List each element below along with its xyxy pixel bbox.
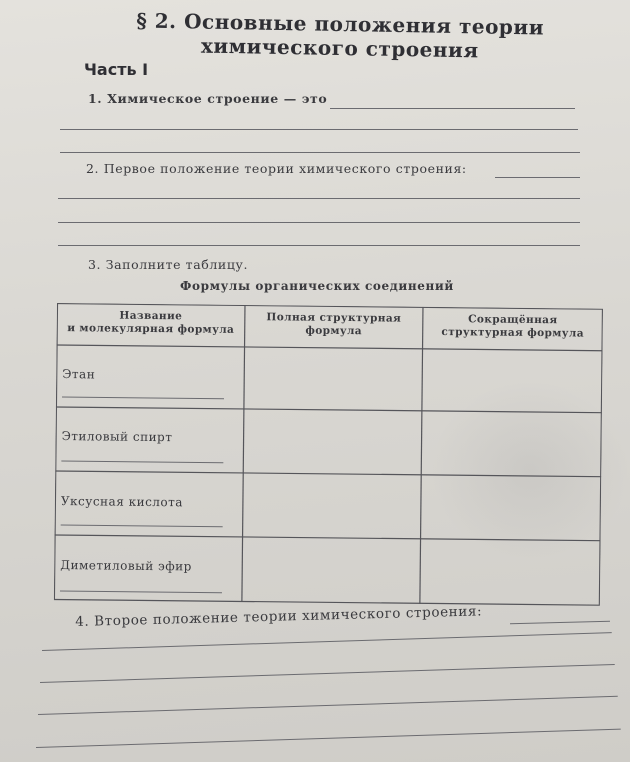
answer-line[interactable] — [60, 129, 578, 130]
answer-line[interactable] — [58, 198, 580, 199]
header-name-cell: Название и молекулярная формула — [67, 309, 235, 336]
page-title — [120, 8, 561, 64]
task-1: 1. Химическое строение — это — [88, 91, 328, 106]
title-line-2: химического строения — [200, 33, 479, 63]
answer-line[interactable] — [330, 108, 575, 109]
task-4: 4. Второе положение теории химического строения: — [75, 603, 483, 630]
table-title: Формулы органических соединений — [180, 279, 454, 293]
answer-line[interactable] — [58, 222, 580, 223]
answer-line[interactable] — [60, 152, 580, 153]
answer-line[interactable] — [510, 621, 610, 625]
header-full-formula-cell: Полная структурная формула — [266, 311, 402, 338]
answer-line[interactable] — [495, 177, 580, 178]
formula-table — [54, 303, 603, 609]
header-short-formula-cell: Сокращённая структурная формула — [441, 313, 585, 340]
answer-line[interactable] — [40, 664, 615, 683]
row-ethanol: Этиловый спирт — [61, 429, 173, 445]
answer-line[interactable] — [38, 696, 618, 715]
part-label: Часть I — [84, 60, 149, 79]
row-ethane: Этан — [62, 367, 96, 382]
row-dimethyl-ether: Диметиловый эфир — [60, 558, 192, 574]
answer-line[interactable] — [42, 632, 612, 651]
answer-line[interactable] — [36, 729, 621, 748]
answer-line[interactable] — [58, 245, 580, 246]
title-line-1: § 2. Основные положения теории — [136, 8, 545, 40]
task-3: 3. Заполните таблицу. — [88, 257, 249, 272]
task-2: 2. Первое положение теории химического строения: — [86, 161, 467, 176]
row-acetic-acid: Уксусная кислота — [60, 494, 184, 510]
